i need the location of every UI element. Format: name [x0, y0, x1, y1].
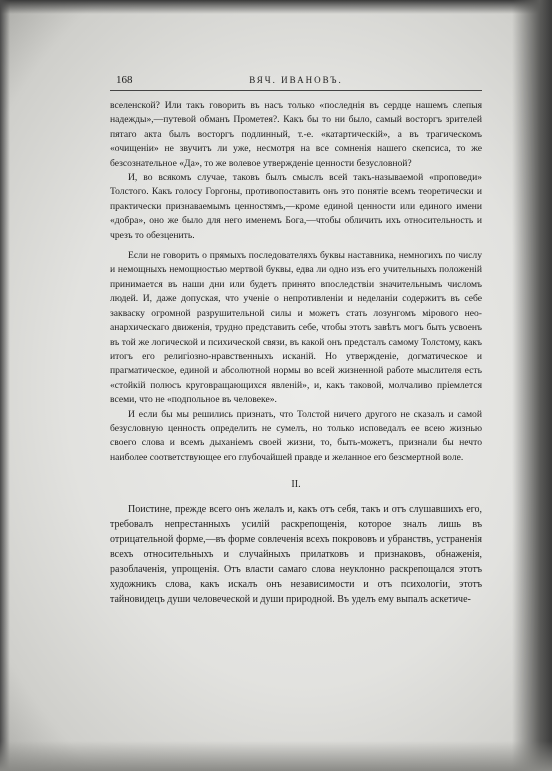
page-number: 168 — [116, 74, 133, 86]
running-head: ВЯЧ. ИВАНОВЪ. — [249, 75, 343, 85]
paragraph: Если не говорить о прямыхъ последователяхъ буквы наставника, немногихъ по числу и немощныхъ немощностью мертвой буквы, едва ли одно изъ его учительныхъ положенiй принимается въ наши дни или будетъ принято впоследствiи значительнымъ числомъ людей. И, даже допуская, что ученiе о непротивленiи и неделанiи содержитъ въ себе закваску огромной разрушительной силы и можетъ стать лозунгомъ мiрового нео-анархическаго движенiя, трудно представить себе, чтобы этотъ завѣтъ могъ быть усвоенъ въ той же логической и психической связи, въ какой онъ предсталъ самому Толстому, какъ итогъ его религiозно-нравственныхъ исканiй. Но утвержденiе, догматическое и прагматическое, единой и абсолютной нормы во всей жизненной работе мыслителя есть «стойкiй полюсъ круговращающихся явленiй», и, какъ таковой, молчаливо прiемлется всеми, что не «подпольное въ человеке». — [110, 250, 482, 406]
scan-edge-top — [0, 0, 552, 14]
body-text-part2 — [110, 502, 482, 607]
page-header — [110, 72, 482, 91]
body-text-part1 — [110, 99, 482, 465]
section-heading: II. — [291, 479, 301, 491]
scan-edge-left — [0, 0, 10, 771]
paragraph: И если бы мы решились признать, что Толстой ничего другого не сказалъ и самой безусловную ценность определить не сумелъ, но только исповедалъ ее всею жизнью своего слова и всемъ дыханiемъ своей жизни, то, быть-можетъ, признали бы нечто наиболее соответствующее его глубочайшей правде и желанное его безсмертной воле. — [110, 408, 482, 463]
scan-edge-bottom — [0, 741, 552, 771]
paragraph: Поистине, прежде всего онъ желалъ и, какъ отъ себя, такъ и отъ слушавшихъ его, требовалъ непрестанныхъ усилiй раскрепощенiя, которое зналъ лишь въ отрицательной форме,—въ форме совлеченiя всехъ покрововъ и убранствъ, устраненiя всехъ относительныхъ и случайныхъ прилатковъ и признаковъ, обнаженiя, разоблаченiя, упрощенiя. Отъ власти самаго слова неуклонно раскрепощался этотъ художникъ слова, какъ искалъ онъ независимости и отъ психологiи, этотъ тайновидецъ души человеческой и души природной. Въ уделъ ему выпалъ аскетиче- — [110, 504, 482, 606]
paragraph: вселенской? Или такъ говорить въ насъ только «последнiя въ сердце нашемъ слепыя надежды»,—путевой обманъ Прометея?. Какъ бы то ни было, самый восторгъ зрителей пятаго акта былъ восторгъ подлинный, т.-е. «катартическiй», а въ трагическомъ «очищенiи» не звучитъ ли уже, несмотря на все сомненiя нашего скепсиса, то же безсознательное «Да», то же волевое утвержденiе ценности безусловной? — [110, 100, 482, 169]
paragraph: И, во всякомъ случае, таковъ былъ смыслъ всей такъ-называемой «проповеди» Толстого. Какъ голосу Горгоны, противопоставить онъ это понятiе всемъ теоретически и практически признаваемымъ ценностямъ,—кроме единой ценности или единого имени «добра», оно же было для него именемъ Бога,—чтобы обличить ихъ относительность и чрезъ то обезценить. — [110, 172, 482, 241]
book-page — [110, 72, 482, 607]
scan-edge-right — [512, 0, 552, 771]
